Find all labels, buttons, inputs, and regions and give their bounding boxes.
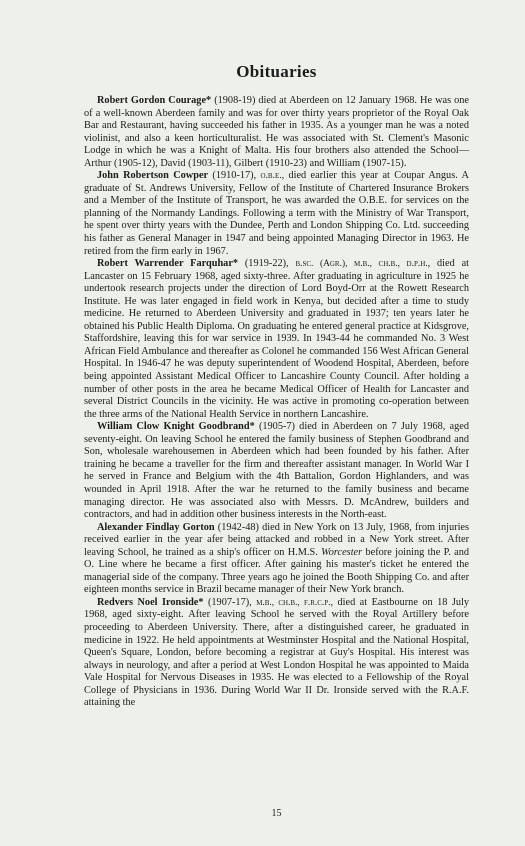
obituary-name: Robert Gordon Courage* bbox=[97, 95, 212, 106]
obituary-gorton bbox=[84, 522, 469, 597]
obituary-text: before joining the P. and O. Line where he became a first officer. After gaining his master's ticket he entered the managerial side of the company. Three years ago he joined the Booth Shipping Co. and after eighteen months service in Brazil became manager of their New York branch. bbox=[84, 546, 470, 596]
obituary-name: William Clow Knight Goodbrand* bbox=[97, 421, 255, 433]
obituary-name: Robert Warrender Farquhar* bbox=[97, 258, 239, 270]
obituary-dates: (1907-17), bbox=[203, 596, 257, 608]
obituary-name: John Robertson Cowper bbox=[97, 170, 209, 182]
obituary-dates: (1919-22), bbox=[238, 258, 296, 270]
page-heading: Obituaries bbox=[236, 62, 317, 81]
obituary-goodbrand bbox=[84, 421, 469, 521]
obituary-degrees: m.b., ch.b., f.r.c.p. bbox=[256, 597, 331, 608]
obituary-name: Redvers Noel Ironside* bbox=[97, 596, 204, 608]
obituary-degrees: o.b.e. bbox=[260, 171, 282, 182]
obituary-courage bbox=[84, 95, 469, 170]
obituary-ironside bbox=[84, 597, 469, 710]
obituary-text: , died at Lancaster on 15 February 1968, aged sixty-three. After graduating in agriculture in 1925 he undertook research projects under the direction of Lord Boyd-Orr at the Rowett Research Institute. He was later engaged in field work in Kenya, but decided after a time to study medicine. He returned to Aberdeen University and graduated in 1937; ten years later he obtained his Public Health Diploma. On graduating he entered general practice at Kidsgrove, Staffordshire, leaving this for war service in 1939. In 1943-44 he commanded No. 3 West African Field Ambulance and thereafter as Colonel he commanded 156 West African General Hospital. In 1946-47 he was deputy superintendent of Woodend Hospital, Aberdeen, before being appointed Assistant Medical Officer to Lancashire County Council. After holding a number of other posts in the area he became Medical Officer of Health for Lancaster and several District Councils in the vicinity. He was active in promoting co-operation between the three arms of the National Health Service in northern Lancashire. bbox=[84, 258, 470, 420]
obituary-text: (1905-7) died in Aberdeen on 7 July 1968, aged seventy-eight. On leaving School he entered the family business of Stephen Goodbrand and Son, wholesale warehousemen in Aberdeen which had been founded by his father. After training he became a traveller for the firm and thereafter assistant manager. In World War I he served in France and Belgium with the 4th Battalion, Gordon Highlanders, and was wounded in April 1918. After the war he returned to the family business and became managing director. He was associated also with Messrs. D. McAndrew, builders and contractors, and had in addition other business interests in the North-east. bbox=[84, 421, 469, 521]
obituary-degrees: b.sc. (Agr.), m.b., ch.b., d.p.h. bbox=[295, 259, 428, 270]
obituary-dates: (1910-17), bbox=[208, 170, 261, 182]
obituary-text: , died earlier this year at Coupar Angus. A graduate of St. Andrews University, Fellow of the Institute of Chartered Insurance Brokers and a Member of the Institute of Transport, he was awarded the O.B.E. for services on the planning of the Normandy Landings. Following a term with the Ministry of War Transport, he spent over thirty years with the Dundee, Perth and London Shipping Co. Ltd. succeeding his father as General Manager in 1947 and being appointed Managing Director in 1963. He retired from the firm early in 1967. bbox=[84, 170, 469, 257]
obituary-text: , died at Eastbourne on 18 July 1968, aged sixty-eight. After leaving School he served with the Royal Artillery before proceeding to Aberdeen University. There, after a distinguished career, he graduated in medicine in 1922. He held appointments at Westminster Hospital and the National Hospital, Queen's Square, London, before becoming a registrar at Guy's Hospital. His interest was always in neurology, and after a period at West London Hospital he was appointed to Maida Vale Hospital for Nervous Diseases in 1935. He was elected to a Fellowship of the Royal College of Physicians in 1936. During World War II Dr. Ironside served with the R.A.F. attaining the bbox=[84, 596, 469, 709]
obituary-text: (1908-19) died at Aberdeen on 12 January 1968. He was one of a well-known Aberdeen family and was for over thirty years proprietor of the Royal Oak Bar and Restaurant, having succeeded his father in 1935. As a younger man he was a noted violinist, and also a keen horticulturalist. He was associated with St. Clement's Masonic Lodge in which he was a Knight of Malta. His four brothers also attended the School—Arthur (1905-12), David (1903-11), Gilbert (1910-23) and William (1907-15). bbox=[84, 95, 469, 169]
obituary-cowper bbox=[84, 170, 469, 258]
obituary-farquhar bbox=[84, 258, 469, 421]
obituary-text-before: (1942-48) died in New York on 13 July, 1968, from injuries received earlier in the year afer being attacked and robbed in a New York street. After leaving School, he trained as a ship's officer on H.M.S. bbox=[84, 521, 470, 558]
ship-name: Worcester bbox=[321, 546, 363, 558]
obituary-name: Alexander Findlay Gorton bbox=[97, 521, 215, 533]
page-number: 15 bbox=[271, 808, 282, 819]
